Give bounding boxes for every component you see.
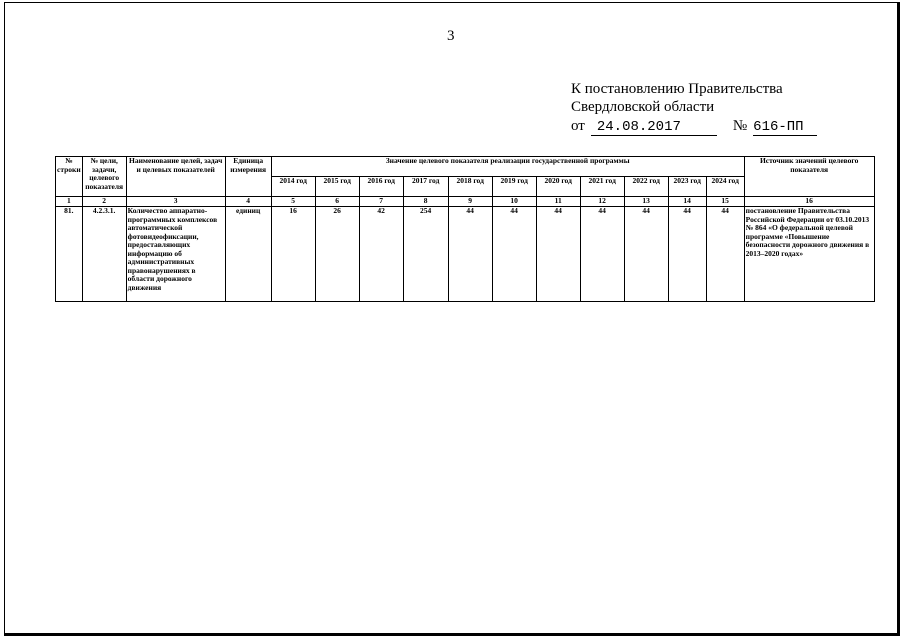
cell-value: 254	[403, 207, 448, 302]
resolution-number: 616-ПП	[753, 120, 817, 136]
indicators-table	[55, 156, 875, 302]
year-header: 2016 год	[359, 177, 403, 197]
col-header-unit: Единица измерения	[225, 157, 271, 197]
year-header: 2019 год	[492, 177, 536, 197]
column-number: 2	[82, 197, 126, 207]
number-sign: №	[732, 118, 748, 134]
table-row	[56, 207, 875, 302]
column-number-row	[56, 197, 875, 207]
resolution-date: 24.08.2017	[591, 120, 717, 136]
header-line-2: Свердловской области	[571, 99, 715, 115]
cell-value: 44	[668, 207, 706, 302]
year-header: 2024 год	[706, 177, 744, 197]
column-number: 12	[580, 197, 624, 207]
cell-value: 42	[359, 207, 403, 302]
column-number: 13	[624, 197, 668, 207]
header-line-1: К постановлению Правительства	[571, 81, 783, 97]
col-header-row-num: № строки	[56, 157, 83, 197]
year-header: 2015 год	[315, 177, 359, 197]
cell-value: 26	[315, 207, 359, 302]
col-header-name: Наименование целей, задач и целевых показателей	[126, 157, 225, 197]
resolution-header	[571, 80, 817, 136]
column-number: 10	[492, 197, 536, 207]
page-number: 3	[447, 28, 455, 44]
cell-unit: единиц	[225, 207, 271, 302]
cell-value: 44	[624, 207, 668, 302]
cell-value: 16	[271, 207, 315, 302]
column-number: 5	[271, 197, 315, 207]
column-number: 8	[403, 197, 448, 207]
column-number: 9	[448, 197, 492, 207]
year-header: 2020 год	[536, 177, 580, 197]
col-header-goal-num: № цели, задачи, целевого показателя	[82, 157, 126, 197]
cell-value: 44	[580, 207, 624, 302]
column-number: 6	[315, 197, 359, 207]
cell-source: постановление Правительства Российской Федерации от 03.10.2013 № 864 «О федеральной целевой программе «Повышение безопасности дорожного движения в 2013–2020 годах»	[744, 207, 874, 302]
date-prefix: от	[571, 118, 585, 134]
year-header: 2017 год	[403, 177, 448, 197]
column-number: 15	[706, 197, 744, 207]
year-header: 2021 год	[580, 177, 624, 197]
col-header-source: Источник значений целевого показателя	[744, 157, 874, 197]
resolution-date-number	[571, 117, 817, 136]
column-number: 14	[668, 197, 706, 207]
column-number: 11	[536, 197, 580, 207]
cell-value: 44	[492, 207, 536, 302]
column-number: 4	[225, 197, 271, 207]
column-number: 7	[359, 197, 403, 207]
year-header: 2023 год	[668, 177, 706, 197]
year-header: 2014 год	[271, 177, 315, 197]
cell-name: Количество аппаратно-программных комплексов автоматической фотовидеофиксации, предоставляющих информацию об административных правонарушениях в области дорожного движения	[126, 207, 225, 302]
cell-row-num: 81.	[56, 207, 83, 302]
column-number: 3	[126, 197, 225, 207]
column-number: 1	[56, 197, 83, 207]
header-row-1	[56, 157, 875, 177]
cell-value: 44	[706, 207, 744, 302]
column-number: 16	[744, 197, 874, 207]
cell-goal-num: 4.2.3.1.	[82, 207, 126, 302]
col-header-values-group: Значение целевого показателя реализации государственной программы	[271, 157, 744, 177]
cell-value: 44	[448, 207, 492, 302]
cell-value: 44	[536, 207, 580, 302]
year-header: 2022 год	[624, 177, 668, 197]
year-header: 2018 год	[448, 177, 492, 197]
